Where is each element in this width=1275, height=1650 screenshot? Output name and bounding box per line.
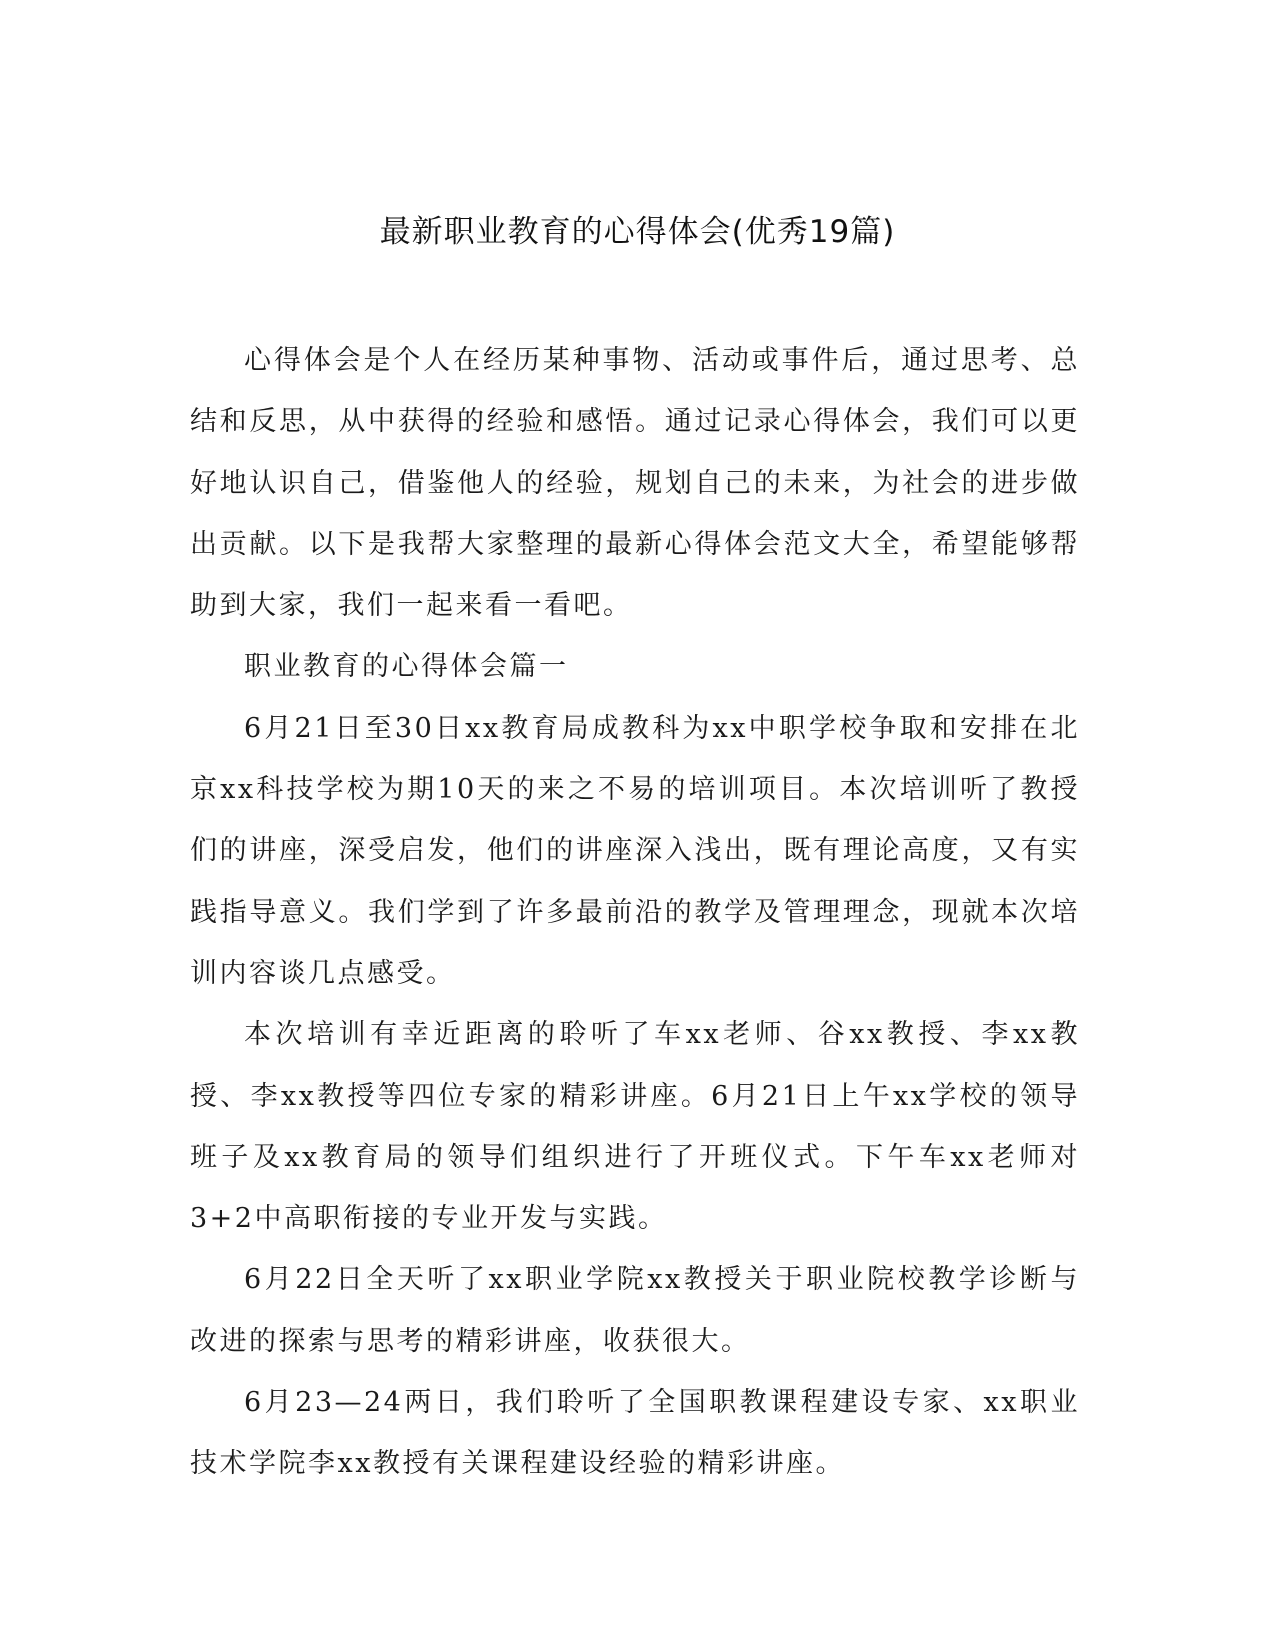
body-paragraph: 6月23—24两日，我们聆听了全国职教课程建设专家、xx职业技术学院李xx教授有关课程建设经验的精彩讲座。: [190, 1387, 1080, 1480]
document-body: [190, 330, 1080, 1495]
section-heading: 职业教育的心得体会篇一: [244, 651, 569, 683]
document-title: 最新职业教育的心得体会(优秀19篇): [379, 214, 896, 250]
body-paragraph: 本次培训有幸近距离的聆听了车xx老师、谷xx教授、李xx教授、李xx教授等四位专家的精彩讲座。6月21日上午xx学校的领导班子及xx教育局的领导们组织进行了开班仪式。下午车xx老师对3+2中高职衔接的专业开发与实践。: [190, 1019, 1080, 1235]
body-paragraph: 6月22日全天听了xx职业学院xx教授关于职业院校教学诊断与改进的探索与思考的精彩讲座，收获很大。: [190, 1264, 1080, 1357]
body-paragraph: 6月21日至30日xx教育局成教科为xx中职学校争取和安排在北京xx科技学校为期10天的来之不易的培训项目。本次培训听了教授们的讲座，深受启发，他们的讲座深入浅出，既有理论高度，又有实践指导意义。我们学到了许多最前沿的教学及管理理念，现就本次培训内容谈几点感受。: [190, 712, 1080, 989]
intro-paragraph: 心得体会是个人在经历某种事物、活动或事件后，通过思考、总结和反思，从中获得的经验和感悟。通过记录心得体会，我们可以更好地认识自己，借鉴他人的经验，规划自己的未来，为社会的进步做出贡献。以下是我帮大家整理的最新心得体会范文大全，希望能够帮助到大家，我们一起来看一看吧。: [190, 345, 1080, 622]
